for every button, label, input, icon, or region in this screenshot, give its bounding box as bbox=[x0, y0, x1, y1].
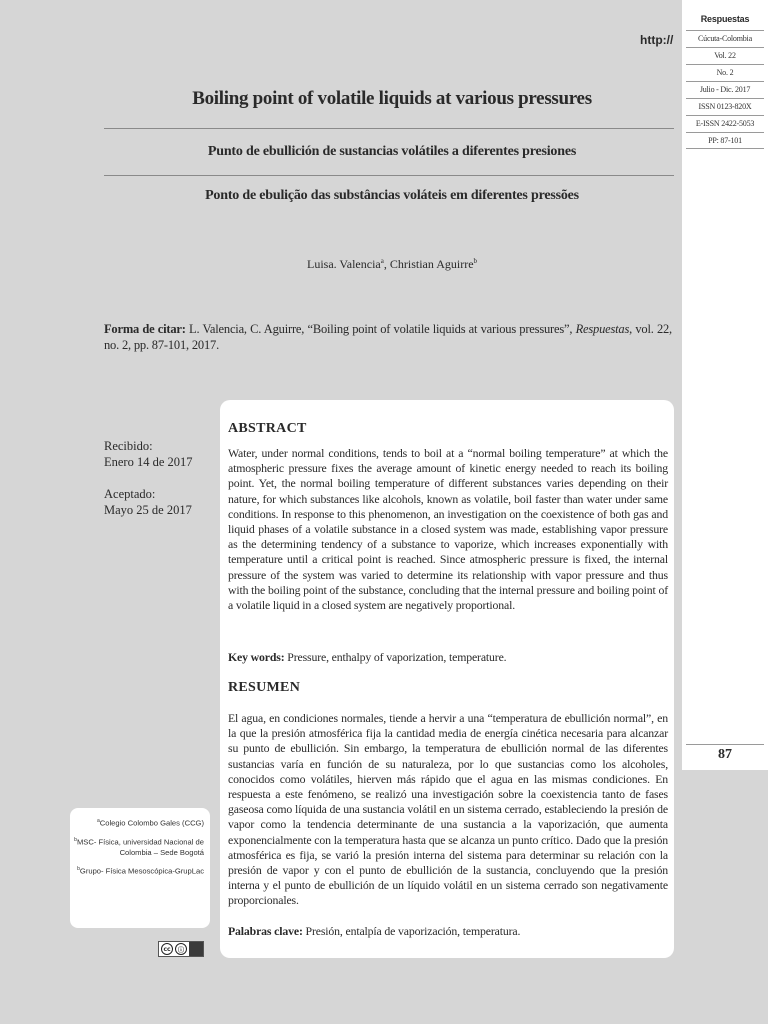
page-number: 87 bbox=[718, 747, 732, 762]
journal-eissn: E-ISSN 2422-5053 bbox=[686, 115, 764, 132]
received-label: Recibido: bbox=[104, 439, 153, 453]
affiliations-box bbox=[70, 808, 210, 928]
creative-commons-badge[interactable] bbox=[158, 941, 204, 957]
citation-text: L. Valencia, C. Aguirre, “Boiling point of volatile liquids at various pressures”, bbox=[185, 322, 576, 336]
journal-info-list bbox=[686, 30, 764, 149]
journal-period: Julio - Dic. 2017 bbox=[686, 81, 764, 98]
palabras-clave-line bbox=[228, 924, 668, 939]
title-portuguese: Ponto de ebulição das substâncias voláteis em diferentes pressões bbox=[205, 188, 579, 203]
divider bbox=[104, 175, 674, 176]
divider bbox=[104, 128, 674, 129]
article-dates bbox=[104, 438, 193, 518]
page-number-divider bbox=[686, 744, 764, 745]
citation-text-end: , vol. 22, no. 2, pp. 87-101, 2017. bbox=[104, 322, 672, 352]
keywords-text: Pressure, enthalpy of vaporization, temperature. bbox=[284, 650, 507, 664]
journal-pages: PP: 87-101 bbox=[686, 132, 764, 149]
author-marker: b bbox=[473, 257, 478, 265]
affiliation-c: $^b$Grupo- Física Mesoscópica-GrupLac bbox=[77, 866, 204, 876]
palabras-clave-text: Presión, entalpía de vaporización, temperatura. bbox=[302, 924, 521, 938]
palabras-clave-label: Palabras clave: bbox=[228, 924, 303, 938]
abstract-heading: ABSTRACT bbox=[228, 421, 307, 436]
journal-volume: Vol. 22 bbox=[686, 47, 764, 64]
cc-icon: cc bbox=[161, 943, 173, 955]
journal-sidebar bbox=[682, 0, 768, 770]
citation-block bbox=[104, 321, 672, 353]
title-english: Boiling point of volatile liquids at various pressures bbox=[192, 88, 592, 109]
url-link[interactable]: http:// bbox=[640, 33, 674, 47]
affiliation-a: $^a$Colegio Colombo Gales (CCG) bbox=[96, 818, 204, 828]
journal-name: Respuestas bbox=[700, 14, 750, 24]
journal-number: No. 2 bbox=[686, 64, 764, 81]
author-line bbox=[104, 257, 680, 272]
author-name: Christian Aguirre bbox=[389, 257, 474, 271]
keywords-line bbox=[228, 650, 668, 665]
received-date: Enero 14 de 2017 bbox=[104, 455, 193, 469]
author-marker: a bbox=[380, 257, 384, 265]
keywords-label: Key words: bbox=[228, 650, 285, 664]
journal-location: Cúcuta-Colombia bbox=[686, 30, 764, 47]
resumen-text: El agua, en condiciones normales, tiende a hervir a una “temperatura de ebullición normal”, en la que la presión atmosférica fija la cantidad media de energía cinética necesaria para alcanzar su punto de ebullición. Sin embargo, la temperatura de ebullición normal de las diferentes sustancias varía en función de su naturaleza, por lo que sustancias como los alcoholes, conocidos como volátiles, hierven más rápido que el agua en las mismas condiciones. En respuesta a este fenómeno, se realizó una investigación sobre la coexistencia tanto de fases gaseosa como líquida de una sustancia volátil en un sistema cerrado, estableciendo la presión de vapor como la tendencia determinante de una sustancia a la vaporización, que aumenta exponencialmente con la temperatura hasta que se alcanza un punto crítico. Dado que la presión atmosférica es fija, se varió la presión interna del sistema para determinar su relación con la presión de vapor y con el punto de ebullición de la sustancia, concluyendo que la presión interna y el punto de ebullición de un líquido volátil en un sistema cerrado son negativamente proporcionales. bbox=[228, 711, 668, 908]
license-bar bbox=[189, 942, 203, 956]
author-name: Luisa. Valencia bbox=[306, 257, 381, 271]
citation-journal: Respuestas bbox=[575, 322, 630, 336]
citation-label: Forma de citar: bbox=[104, 322, 186, 336]
abstract-text: Water, under normal conditions, tends to boil at a “normal boiling temperature” at which the atmospheric pressure fixes the average amount of kinetic energy needed to reach its boiling point. Yet, the normal boiling temperature of different substances varies depending on their nature, for which substances like alcohols, known as volatile, boil faster than water under same conditions. In response to this phenomenon, an investigation on the coexistence of both gas and liquid phases of a volatile substance in a closed system was made, establishing vapor pressure as the determining tendency of a substance to vaporize, which increases exponentially with temperature until a critical point is reached. Since atmospheric pressure is fixed, the internal pressure of the system was varied to determine its relationship with vapor pressure and thus with the boiling point of the substance, concluding that the internal pressure and boiling point of a volatile liquid in a closed system are negatively proportional. bbox=[228, 446, 668, 613]
accepted-date: Mayo 25 de 2017 bbox=[104, 503, 192, 517]
affiliation-b: $^b$MSC- Física, universidad Nacional de Colombia – Sede Bogotá bbox=[74, 836, 204, 858]
accepted-label: Aceptado: bbox=[104, 487, 156, 501]
author-separator: , bbox=[383, 257, 390, 271]
attribution-icon: ⓘ bbox=[175, 943, 187, 955]
resumen-heading: RESUMEN bbox=[228, 680, 301, 695]
title-spanish: Punto de ebullición de sustancias volátiles a diferentes presiones bbox=[207, 144, 577, 159]
journal-issn: ISSN 0123-820X bbox=[686, 98, 764, 115]
